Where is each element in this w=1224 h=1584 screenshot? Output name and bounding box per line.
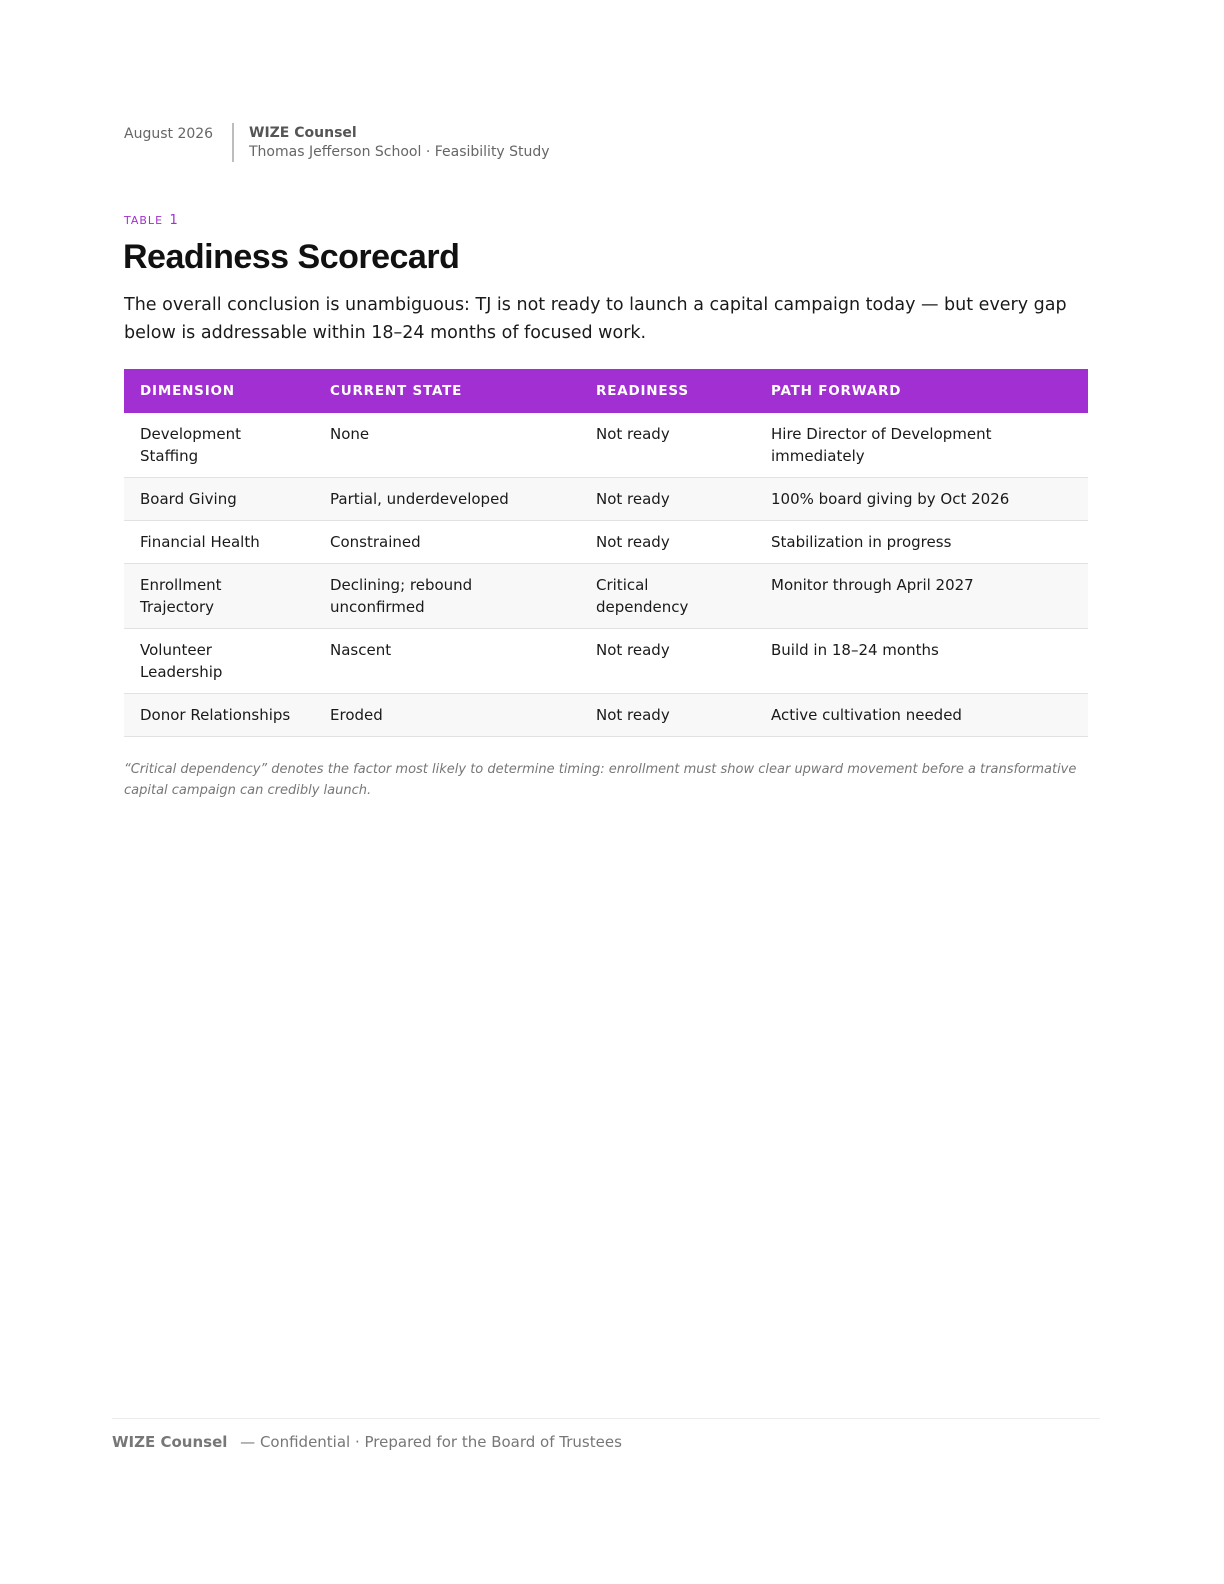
table-row	[124, 694, 1088, 737]
cell-path-forward: Monitor through April 2027	[755, 564, 1088, 629]
header-subtitle: Thomas Jefferson School · Feasibility Study	[249, 144, 550, 160]
eyebrow-label: TABLE	[124, 214, 164, 227]
cell-current-state: Nascent	[314, 629, 580, 694]
page-title: Readiness Scorecard	[123, 238, 460, 276]
table-row	[124, 521, 1088, 564]
cell-path-forward: Stabilization in progress	[755, 521, 1088, 564]
header-org	[249, 123, 550, 162]
table-header	[124, 369, 1088, 413]
eyebrow-number: 1	[169, 213, 178, 228]
table-footnote: “Critical dependency” denotes the factor most likely to determine timing: enrollment must show clear upward movement before a transformative capital campaign can credibly launch.	[124, 762, 1077, 798]
table-row	[124, 478, 1088, 521]
header-divider	[232, 123, 234, 162]
header-brand: WIZE Counsel	[249, 125, 357, 141]
cell-readiness: Not ready	[580, 478, 755, 521]
page-header	[124, 123, 550, 162]
cell-current-state: None	[314, 413, 580, 478]
cell-readiness: Not ready	[580, 521, 755, 564]
table-eyebrow	[124, 213, 178, 228]
footer-divider	[112, 1418, 1100, 1419]
cell-path-forward: 100% board giving by Oct 2026	[755, 478, 1088, 521]
table-header-row	[124, 369, 1088, 413]
column-header-current-state: CURRENT STATE	[330, 383, 463, 399]
cell-current-state: Eroded	[314, 694, 580, 737]
cell-readiness: Not ready	[580, 694, 755, 737]
cell-dimension: Development Staffing	[124, 413, 314, 478]
cell-path-forward: Hire Director of Development immediately	[755, 413, 1088, 478]
footer-text: — Confidential · Prepared for the Board of Trustees	[240, 1433, 622, 1451]
page-footer	[112, 1433, 622, 1451]
cell-current-state: Partial, underdeveloped	[314, 478, 580, 521]
table-row	[124, 413, 1088, 478]
table-row	[124, 564, 1088, 629]
cell-dimension: Financial Health	[124, 521, 314, 564]
readiness-table	[124, 369, 1088, 737]
cell-readiness: Not ready	[580, 629, 755, 694]
cell-current-state: Constrained	[314, 521, 580, 564]
cell-readiness: Critical dependency	[580, 564, 755, 629]
cell-dimension: Board Giving	[124, 478, 314, 521]
cell-readiness: Not ready	[580, 413, 755, 478]
cell-dimension: Volunteer Leadership	[124, 629, 314, 694]
cell-path-forward: Active cultivation needed	[755, 694, 1088, 737]
lede-paragraph: The overall conclusion is unambiguous: TJ is not ready to launch a capital campaign today — but every gap below is addressable within 18–24 months of focused work.	[124, 295, 1067, 343]
report-date: August 2026	[124, 126, 214, 142]
cell-path-forward: Build in 18–24 months	[755, 629, 1088, 694]
cell-current-state: Declining; rebound unconfirmed	[314, 564, 580, 629]
table-body	[124, 413, 1088, 737]
cell-dimension: Donor Relationships	[124, 694, 314, 737]
cell-dimension: Enrollment Trajectory	[124, 564, 314, 629]
table-row	[124, 629, 1088, 694]
column-header-dimension: DIMENSION	[140, 383, 235, 399]
footer-brand: WIZE Counsel	[112, 1433, 228, 1451]
column-header-readiness: READINESS	[596, 383, 689, 399]
column-header-path-forward: PATH FORWARD	[771, 383, 902, 399]
